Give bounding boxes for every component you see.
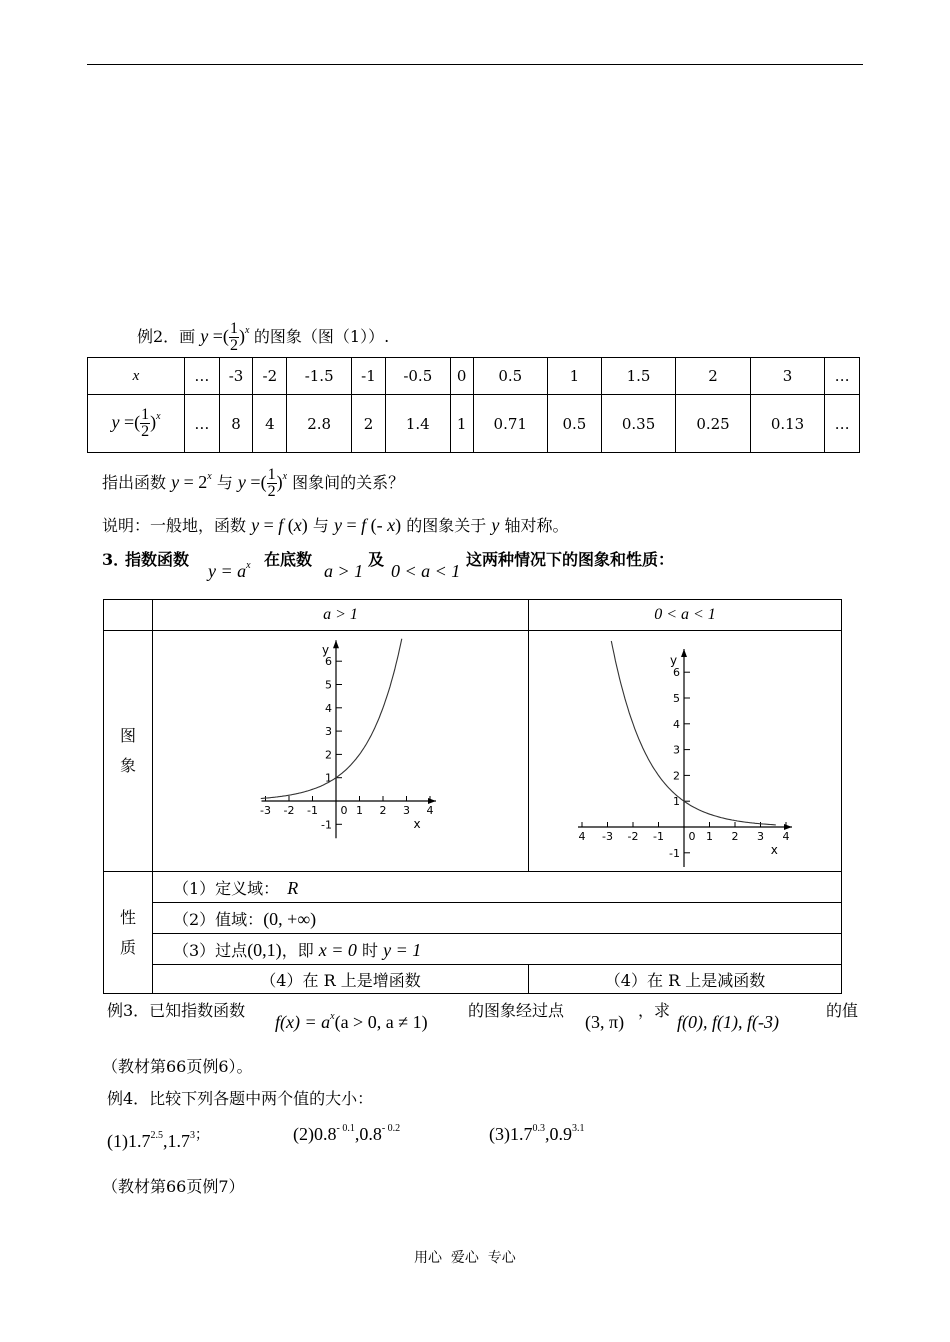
y-value-cell: …: [185, 395, 220, 453]
x-tick-label: 0: [340, 804, 348, 817]
col-a-lt-1: 0 < a < 1: [529, 600, 842, 631]
example2-suffix: 的图象（图（1））.: [253, 327, 390, 346]
graph-decreasing-cell: [529, 631, 842, 872]
y-value-cell: 2.8: [287, 395, 352, 453]
example3-reference: （教材第66页例6）。: [102, 1057, 253, 1076]
x-tick-label: 2: [731, 830, 739, 843]
property-row-label: 性 质: [104, 872, 153, 994]
example4-q2: $(2)0.8^{- 0.1},0.8^{- 0.2}$: [293, 1123, 401, 1144]
section3-part4: 这两种情况下的图象和性质：: [466, 550, 675, 569]
y-header: y =( $\frac{1}{2}$ )$^x$: [88, 395, 185, 453]
section3-cond1: a > 1: [324, 561, 364, 581]
example3-func: $f(x) = a^x(a > 0$, a ≠ 1): [275, 1011, 428, 1032]
x-value-cell: -1.5: [287, 358, 352, 395]
prop-header-row: [104, 600, 842, 631]
section3-cond2: 0 < a < 1: [391, 561, 461, 581]
x-axis-label: x: [770, 843, 778, 857]
property-row-monotonic: [104, 965, 842, 994]
x-value-cell: -2: [253, 358, 287, 395]
x-tick-label: 1: [706, 830, 713, 843]
y-tick-label: 6: [673, 666, 680, 680]
note-suffix1: 的图象关于: [406, 516, 487, 535]
example3-point: (3, π): [585, 1012, 625, 1032]
x-value-cell: 1.5: [601, 358, 675, 395]
x-tick-label: -3: [260, 804, 271, 817]
y-value-cell: 8: [219, 395, 253, 453]
x-tick-label: 4: [578, 830, 586, 843]
y-tick-label: 5: [325, 678, 332, 692]
property-row-domain: [104, 872, 842, 903]
decreasing-cell: （4）在 R 上是减函数: [529, 965, 842, 994]
y-tick-label: 2: [325, 748, 332, 762]
value-table: [87, 357, 860, 453]
relation-prefix: 指出函数: [102, 473, 167, 492]
y-tick-label: -1: [669, 846, 680, 860]
x-value-cell: 3: [750, 358, 824, 395]
domain-cell: （1）定义域： R: [153, 872, 842, 903]
graph-decreasing: [529, 631, 842, 867]
y-tick-label: 3: [673, 743, 680, 757]
section3-part1: 指数函数: [125, 550, 190, 569]
x-value-cell: 2: [676, 358, 750, 395]
table-row-y: [88, 395, 860, 453]
graph-increasing: [153, 631, 529, 867]
example3-ask: ，求: [638, 1001, 671, 1020]
graph-row-label: 图 象: [104, 631, 153, 872]
y-value-cell: 2: [352, 395, 386, 453]
y-tick-label: 4: [673, 717, 680, 731]
y-value-cell: 1: [450, 395, 473, 453]
example4-q3: $(3)1.7^{0.3},0.9^{3.1}$: [489, 1123, 585, 1144]
y-value-cell: 0.13: [750, 395, 824, 453]
y-tick-label: 3: [325, 725, 332, 739]
y-value-cell: 0.25: [676, 395, 750, 453]
note-func2: y = f (- x): [333, 515, 402, 535]
x-value-cell: 0.5: [473, 358, 547, 395]
example4-title: 例4．比较下列各题中两个值的大小：: [107, 1089, 374, 1108]
y-tick-label: 5: [673, 692, 680, 705]
x-value-cell: -3: [219, 358, 253, 395]
note-axis: y: [491, 515, 500, 535]
x-tick-label: -2: [627, 830, 639, 843]
x-tick-label: 1: [356, 804, 363, 817]
relation-middle: 与: [216, 473, 233, 492]
x-axis-label: x: [413, 817, 421, 831]
x-value-cell: -1: [352, 358, 386, 395]
note-suffix2: 轴对称。: [504, 516, 569, 535]
x-value-cell: 0: [450, 358, 473, 395]
y-value-cell: 4: [253, 395, 287, 453]
x-tick-label: 4: [782, 830, 790, 843]
relation-line: [102, 458, 404, 507]
relation-suffix: 图象间的关系？: [292, 473, 405, 492]
x-tick-label: 2: [379, 804, 387, 817]
example2-prefix: 例2．画: [137, 327, 196, 346]
section3-line: [102, 545, 862, 585]
col-a-gt-1: a > 1: [153, 600, 529, 631]
x-tick-label: -3: [602, 830, 613, 843]
y-axis-label: y: [670, 653, 678, 668]
example3-prefix: 例3．已知指数函数: [107, 1001, 246, 1020]
x-tick-label: -2: [283, 804, 295, 817]
section3-number: 3．: [102, 550, 130, 569]
note-func1: y = f (x): [251, 515, 308, 535]
x-value-cell: -0.5: [385, 358, 450, 395]
exponential-curve: [611, 641, 776, 825]
note-middle: 与: [312, 516, 329, 535]
y-axis-arrow: [333, 640, 339, 648]
range-cell: （2）值域：(0, +∞): [153, 903, 842, 934]
x-value-cell: 1: [548, 358, 602, 395]
point-cell: （3）过点(0,1)，即 x = 0 时 y = 1: [153, 934, 842, 965]
x-tick-label: -1: [653, 830, 664, 843]
example2-line: [137, 312, 389, 361]
section3-formula: $y = a^x$: [208, 560, 251, 581]
y-value-cell: 0.71: [473, 395, 547, 453]
increasing-cell: （4）在 R 上是增函数: [153, 965, 529, 994]
relation-func2: y =( $\frac{1}{2}$ )$^x$: [237, 466, 288, 501]
relation-func1: $y = 2^x$: [171, 471, 212, 492]
example4-q1: $(1)1.7^{2.5},1.7^{3;}$: [107, 1127, 209, 1151]
graph-increasing-cell: [153, 631, 529, 872]
y-tick-label: -1: [321, 818, 332, 832]
prop-header-empty: [104, 600, 153, 631]
example3-line: [107, 996, 867, 1036]
y-tick-label: 1: [673, 795, 680, 809]
y-axis-label: y: [322, 643, 330, 658]
y-tick-label: 1: [325, 771, 332, 785]
property-row-point: [104, 934, 842, 965]
example3-suffix: 的值: [826, 1001, 859, 1020]
y-value-cell: …: [825, 395, 860, 453]
example2-equation: y =( $\frac{1}{2}$ )$^x$: [200, 320, 250, 355]
x-tick-label: 3: [403, 804, 410, 817]
y-value-cell: 0.5: [548, 395, 602, 453]
example3-middle: 的图象经过点: [468, 1001, 565, 1020]
section3-part2: 在底数: [264, 550, 313, 569]
x-tick-label: 3: [757, 830, 764, 843]
header-rule: [87, 64, 863, 65]
x-value-cell: …: [825, 358, 860, 395]
graph-row: [104, 631, 842, 872]
x-value-cell: …: [185, 358, 220, 395]
property-row-range: [104, 903, 842, 934]
x-tick-label: 0: [688, 830, 696, 843]
y-value-cell: 1.4: [385, 395, 450, 453]
y-tick-label: 6: [325, 655, 332, 669]
note-prefix: 说明：一般地，函数: [102, 516, 247, 535]
example3-values: f(0), f(1), f(-3): [677, 1012, 779, 1032]
x-tick-label: 4: [426, 804, 434, 817]
x-header: x: [88, 358, 185, 395]
y-value-cell: 0.35: [601, 395, 675, 453]
y-tick-label: 2: [673, 769, 680, 783]
y-tick-label: 4: [325, 701, 332, 715]
x-tick-label: -1: [307, 804, 318, 817]
note-line: [102, 512, 568, 539]
footer-text: 用心 爱心 专心: [414, 1250, 516, 1266]
example4-reference: （教材第66页例7）: [102, 1177, 245, 1196]
y-axis-arrow: [681, 649, 687, 657]
section3-part3: 及: [368, 550, 385, 569]
table-row-x: [88, 358, 860, 395]
properties-table: [103, 599, 842, 994]
